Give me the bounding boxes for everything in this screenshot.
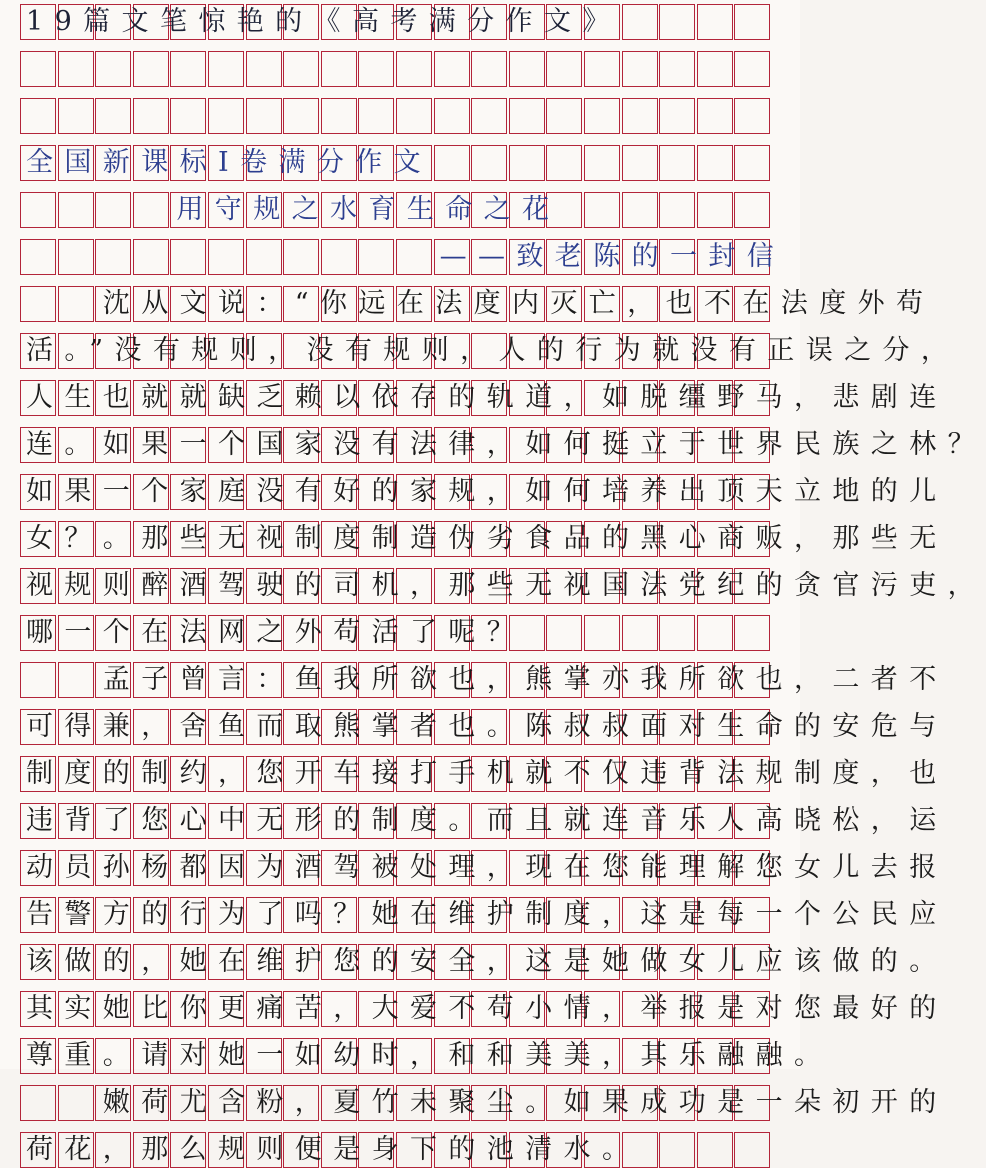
- grid-cell: [584, 51, 620, 87]
- body-line-text: 其实她比你更痛苦，大爱不苟小情，举报是对您最好的: [26, 993, 948, 1024]
- body-line: [20, 662, 948, 698]
- body-line: [20, 521, 948, 557]
- grid-cell: [321, 239, 357, 275]
- grid-cell: [321, 98, 357, 134]
- grid-cell: [283, 239, 319, 275]
- grid-cell: [659, 4, 695, 40]
- grid-cell: [622, 98, 658, 134]
- grid-cell: [58, 98, 94, 134]
- body-line: [20, 1085, 948, 1121]
- grid-cell: [396, 51, 432, 87]
- grid-cell: [58, 51, 94, 87]
- grid-cell: [246, 98, 282, 134]
- body-line: [20, 333, 960, 369]
- blank-row: [20, 51, 772, 87]
- grid-cell: [697, 192, 733, 228]
- grid-cell: [697, 51, 733, 87]
- title-row-text: 19篇文笔惊艳的《高考满分作文》: [26, 6, 621, 37]
- grid-cell: [58, 239, 94, 275]
- grid-cell: [471, 98, 507, 134]
- grid-cell: [734, 192, 770, 228]
- grid-cell: [659, 1132, 695, 1168]
- grid-cell: [584, 615, 620, 651]
- body-line-text: 违背了您心中无形的制度。而且就连音乐人高晓松，运: [26, 805, 948, 836]
- grid-cell: [584, 98, 620, 134]
- title-row: [20, 4, 772, 40]
- body-line-text: 制度的制约，您开车接打手机就不仅违背法规制度，也: [26, 758, 948, 789]
- grid-cell: [659, 98, 695, 134]
- grid-cell: [95, 239, 131, 275]
- grid-cell: [133, 192, 169, 228]
- dedication-row: [20, 239, 786, 275]
- body-line: [20, 991, 948, 1027]
- grid-cell: [321, 51, 357, 87]
- body-line-text: 荷花，那么规则便是身下的池清水。: [26, 1134, 641, 1165]
- grid-cell: [133, 51, 169, 87]
- subtitle-row: [20, 145, 772, 181]
- body-line-text: 如果一个家庭没有好的家规，如何培养出顶天立地的儿: [26, 476, 948, 507]
- body-line: [20, 1132, 772, 1168]
- grid-cell: [20, 192, 56, 228]
- body-line-text: 人生也就就缺乏赖以依存的轨道，如脱缰野马，悲剧连: [26, 382, 948, 413]
- body-line: [20, 709, 948, 745]
- grid-cell: [170, 51, 206, 87]
- grid-cell: [434, 145, 470, 181]
- grid-cell: [133, 98, 169, 134]
- dedication-row-text: ——致老陈的一封信: [439, 241, 786, 272]
- grid-cell: [358, 98, 394, 134]
- grid-cell: [546, 145, 582, 181]
- essay-title-row-text: 用守规之水育生命之花: [176, 194, 561, 225]
- grid-cell: [546, 98, 582, 134]
- grid-cell: [208, 239, 244, 275]
- grid-cell: [622, 51, 658, 87]
- body-line-text: 视规则醉酒驾驶的司机，那些无视国法党纪的贪官污吏，: [26, 570, 986, 601]
- grid-cell: [208, 98, 244, 134]
- body-line: [20, 944, 948, 980]
- grid-cell: [622, 615, 658, 651]
- body-line: [20, 756, 948, 792]
- grid-cell: [95, 192, 131, 228]
- body-line: [20, 615, 772, 651]
- grid-cell: [697, 98, 733, 134]
- grid-cell: [95, 51, 131, 87]
- grid-cell: [509, 145, 545, 181]
- grid-cell: [170, 239, 206, 275]
- body-line-text: 可得兼，舍鱼而取熊掌者也。陈叔叔面对生命的安危与: [26, 711, 948, 742]
- grid-cell: [509, 98, 545, 134]
- body-line: [20, 803, 948, 839]
- grid-cell: [396, 98, 432, 134]
- grid-cell: [20, 239, 56, 275]
- grid-cell: [358, 239, 394, 275]
- body-line: [20, 286, 935, 322]
- body-line-text: 孟子曾言：鱼我所欲也，熊掌亦我所欲也，二者不: [26, 664, 948, 695]
- grid-cell: [659, 615, 695, 651]
- grid-cell: [58, 192, 94, 228]
- body-line-text: 哪一个在法网之外苟活了呢？: [26, 617, 526, 648]
- body-line-text: 连。如果一个国家没有法律，如何挺立于世界民族之林？: [26, 429, 986, 460]
- body-line-text: 动员孙杨都因为酒驾被处理，现在您能理解您女儿去报: [26, 852, 948, 883]
- body-line-text: 沈从文说：“你远在法度内灭亡，也不在法度外苟: [26, 288, 935, 319]
- grid-cell: [471, 145, 507, 181]
- grid-cell: [283, 98, 319, 134]
- grid-cell: [734, 98, 770, 134]
- body-line-text: 告警方的行为了吗？她在维护制度，这是每一个公民应: [26, 899, 948, 930]
- body-line: [20, 850, 948, 886]
- body-line: [20, 1038, 833, 1074]
- grid-cell: [734, 1132, 770, 1168]
- blank-row: [20, 98, 772, 134]
- grid-cell: [246, 239, 282, 275]
- subtitle-row-text: 全国新课标Ⅰ卷满分作文: [26, 147, 433, 178]
- grid-cell: [734, 615, 770, 651]
- grid-cell: [734, 51, 770, 87]
- grid-cell: [133, 239, 169, 275]
- body-line: [20, 427, 986, 463]
- grid-cell: [697, 1132, 733, 1168]
- grid-cell: [734, 145, 770, 181]
- grid-cell: [95, 98, 131, 134]
- grid-cell: [246, 51, 282, 87]
- grid-cell: [434, 51, 470, 87]
- grid-cell: [434, 98, 470, 134]
- essay-title-row: [20, 192, 772, 228]
- grid-cell: [358, 51, 394, 87]
- grid-cell: [659, 145, 695, 181]
- grid-cell: [584, 145, 620, 181]
- grid-cell: [584, 192, 620, 228]
- grid-cell: [697, 615, 733, 651]
- grid-cell: [697, 4, 733, 40]
- body-line-text: 活。”没有规则，没有规则，人的行为就没有正误之分，: [26, 335, 960, 366]
- grid-cell: [622, 145, 658, 181]
- body-line-text: 女？。那些无视制度制造伪劣食品的黑心商贩，那些无: [26, 523, 948, 554]
- grid-cell: [622, 4, 658, 40]
- grid-cell: [546, 51, 582, 87]
- grid-cell: [546, 615, 582, 651]
- body-line-text: 该做的，她在维护您的安全，这是她做女儿应该做的。: [26, 946, 948, 977]
- body-line: [20, 897, 948, 933]
- grid-cell: [283, 51, 319, 87]
- grid-cell: [659, 51, 695, 87]
- grid-cell: [622, 192, 658, 228]
- body-line-text: 尊重。请对她一如幼时，和和美美，其乐融融。: [26, 1040, 833, 1071]
- grid-cell: [170, 98, 206, 134]
- body-line-text: 嫩荷尤含粉，夏竹未聚尘。如果成功是一朵初开的: [26, 1087, 948, 1118]
- grid-cell: [659, 192, 695, 228]
- grid-cell: [20, 51, 56, 87]
- grid-cell: [734, 4, 770, 40]
- grid-cell: [208, 51, 244, 87]
- grid-cell: [697, 145, 733, 181]
- body-line: [20, 568, 986, 604]
- grid-cell: [471, 51, 507, 87]
- grid-cell: [396, 239, 432, 275]
- grid-cell: [20, 98, 56, 134]
- body-line: [20, 380, 948, 416]
- grid-cell: [509, 51, 545, 87]
- body-line: [20, 474, 948, 510]
